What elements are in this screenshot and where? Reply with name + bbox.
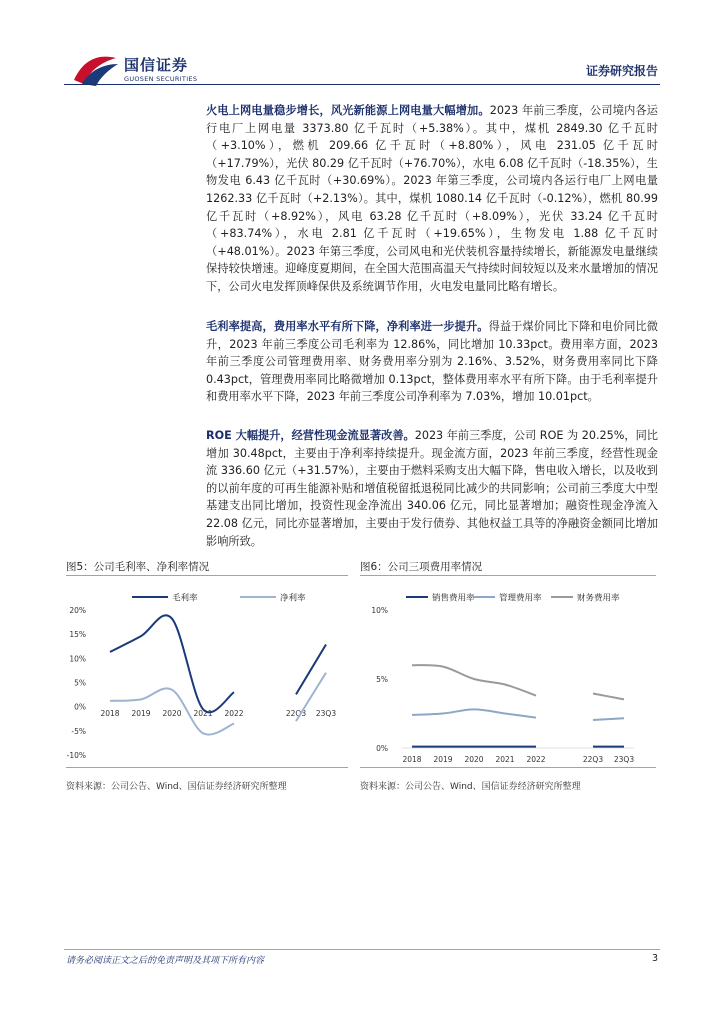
series-line-3-quarterly — [593, 694, 624, 700]
paragraph-lead: ROE 大幅提升，经营性现金流显著改善。 — [206, 429, 415, 442]
figure5-top-rule — [66, 575, 348, 576]
series-line-2-quarterly — [593, 718, 624, 720]
logo-english-name: GUOSEN SECURITIES — [124, 75, 198, 83]
legend-label-1: 销售费用率 — [432, 593, 475, 604]
legend-label-3: 财务费用率 — [577, 593, 620, 604]
legend-label-2: 净利率 — [280, 593, 306, 604]
figure6-source: 资料来源：公司公告、Wind、国信证券经济研究所整理 — [360, 782, 581, 792]
y-tick-label: 5% — [74, 678, 86, 688]
series-line-1-quarterly — [296, 645, 326, 695]
x-tick-label: 2021 — [193, 709, 213, 718]
x-tick-label: 23Q3 — [315, 709, 337, 718]
legend-label-2: 管理费用率 — [499, 593, 542, 604]
y-tick-label: 0% — [74, 702, 86, 712]
figure6-chart — [360, 580, 656, 764]
paragraph-margins — [206, 318, 658, 406]
legend-label-1: 毛利率 — [172, 593, 198, 604]
page-number: 3 — [651, 953, 658, 964]
x-tick-label: 22Q3 — [285, 709, 307, 718]
paragraph-lead: 火电上网电量稳步增长，风光新能源上网电量大幅增加。 — [206, 104, 490, 117]
series-line-3-annual — [412, 665, 536, 695]
figure5-source: 资料来源：公司公告、Wind、国信证券经济研究所整理 — [66, 782, 287, 792]
figure6-title: 图6：公司三项费用率情况 — [360, 561, 483, 573]
y-tick-label: 0% — [376, 744, 388, 753]
x-tick-label: 2020 — [162, 709, 182, 718]
report-type-label: 证券研究报告 — [585, 64, 658, 78]
paragraph-lead: 毛利率提高，费用率水平有所下降，净利率进一步提升。 — [206, 320, 489, 333]
x-tick-label: 23Q3 — [613, 755, 635, 764]
paragraph-body: 得益于煤价同比下降和电价同比微升，2023 年前三季度公司毛利率为 12.86%，同比增加 10.33pct。费用率方面，2023 年前三季度公司管理费用率、财务费用率分别为 2.16%、3.52%，财务费用率同比下降 0.43pct，管理费用率同比略微增加 0.13pct，整体费用率水平有所下降。由于毛利率提升和费用率水平下降，2023 年前三季度公司净利率为 7.03%，增加 10.01pct。 — [206, 320, 658, 404]
y-tick-label: 20% — [69, 606, 86, 615]
footer-disclaimer: 请务必阅读正文之后的免责声明及其项下所有内容 — [66, 956, 265, 966]
y-tick-label: 10% — [371, 606, 388, 615]
paragraph-body: 2023 年前三季度，公司境内各运行电厂上网电量 3373.80 亿千瓦时（+5.38%）。其中，煤机 2849.30 亿千瓦时（+3.10%），燃机 209.66 亿千瓦时（+8.80%），风电 231.05 亿千瓦时（+17.79%），光伏 80.29 亿千瓦时（+76.70%），水电 6.08 亿千瓦时（-18.35%），生物发电 6.43 亿千瓦时（+30.69%）。2023 年第三季度，公司境内各运行电厂上网电量 1262.33 亿千瓦时（+2.13%）。其中，煤机 1080.14 亿千瓦时（-0.12%），燃机 80.99 亿千瓦时（+8.92%），风电 63.28 亿千瓦时（+8.09%），光伏 33.24 亿千瓦时（+83.74%），水电 2.81 亿千瓦时（+19.65%），生物发电 1.88 亿千瓦时（+48.01%）。2023 年第三季度，公司风电和光伏装机容量持续增长，新能源发电量继续保持较快增速。迎峰度夏期间，在全国大范围高温天气持续时间较短以及来水量增加的情况下，公司火电发挥顶峰保供及系统调节作用，火电发电量同比略有增长。 — [206, 104, 658, 293]
figure5-chart — [66, 580, 348, 764]
x-tick-label: 2018 — [100, 709, 120, 718]
y-tick-label: 10% — [69, 654, 86, 664]
header-divider — [64, 84, 660, 85]
company-logo — [70, 50, 230, 94]
footer-divider — [64, 949, 660, 950]
figure5-bottom-rule — [66, 767, 348, 768]
figure5-title: 图5：公司毛利率、净利率情况 — [66, 561, 210, 573]
y-tick-label: 15% — [69, 630, 86, 640]
y-tick-label: 5% — [376, 675, 388, 684]
x-tick-label: 2018 — [402, 755, 422, 764]
series-line-2-annual — [412, 709, 536, 717]
paragraph-power-generation — [206, 102, 658, 296]
x-tick-label: 2022 — [526, 755, 546, 764]
y-tick-label: -5% — [71, 726, 86, 736]
x-tick-label: 2022 — [224, 709, 244, 718]
paragraph-body: 2023 年前三季度，公司 ROE 为 20.25%，同比增加 30.48pct，主要由于净利率持续提升。现金流方面，2023 年前三季度，经营性现金流 336.60 亿元（+31.57%），主要由于燃料采购支出大幅下降，售电收入增长，以及收到的以前年度的可再生能源补贴和增值税留抵退税同比减少的共同影响；公司前三季度大中型基建支出同比增加，投资性现金净流出 340.06 亿元，同比显著增加；融资性现金净流入 22.08 亿元，同比亦显著增加，主要由于发行债券、其他权益工具等的净融资金额同比增加影响所致。 — [206, 429, 658, 548]
paragraph-roe-cashflow — [206, 427, 658, 550]
x-tick-label: 2020 — [464, 755, 484, 764]
series-line-1-annual — [110, 615, 234, 712]
y-tick-label: -10% — [66, 751, 86, 760]
figure6-top-rule — [360, 575, 656, 576]
x-tick-label: 22Q3 — [582, 755, 604, 764]
logo-chinese-name: 国信证券 — [124, 56, 189, 74]
x-tick-label: 2019 — [131, 709, 151, 718]
x-tick-label: 2021 — [495, 755, 515, 764]
x-tick-label: 2019 — [433, 755, 453, 764]
figure6-bottom-rule — [360, 767, 656, 768]
